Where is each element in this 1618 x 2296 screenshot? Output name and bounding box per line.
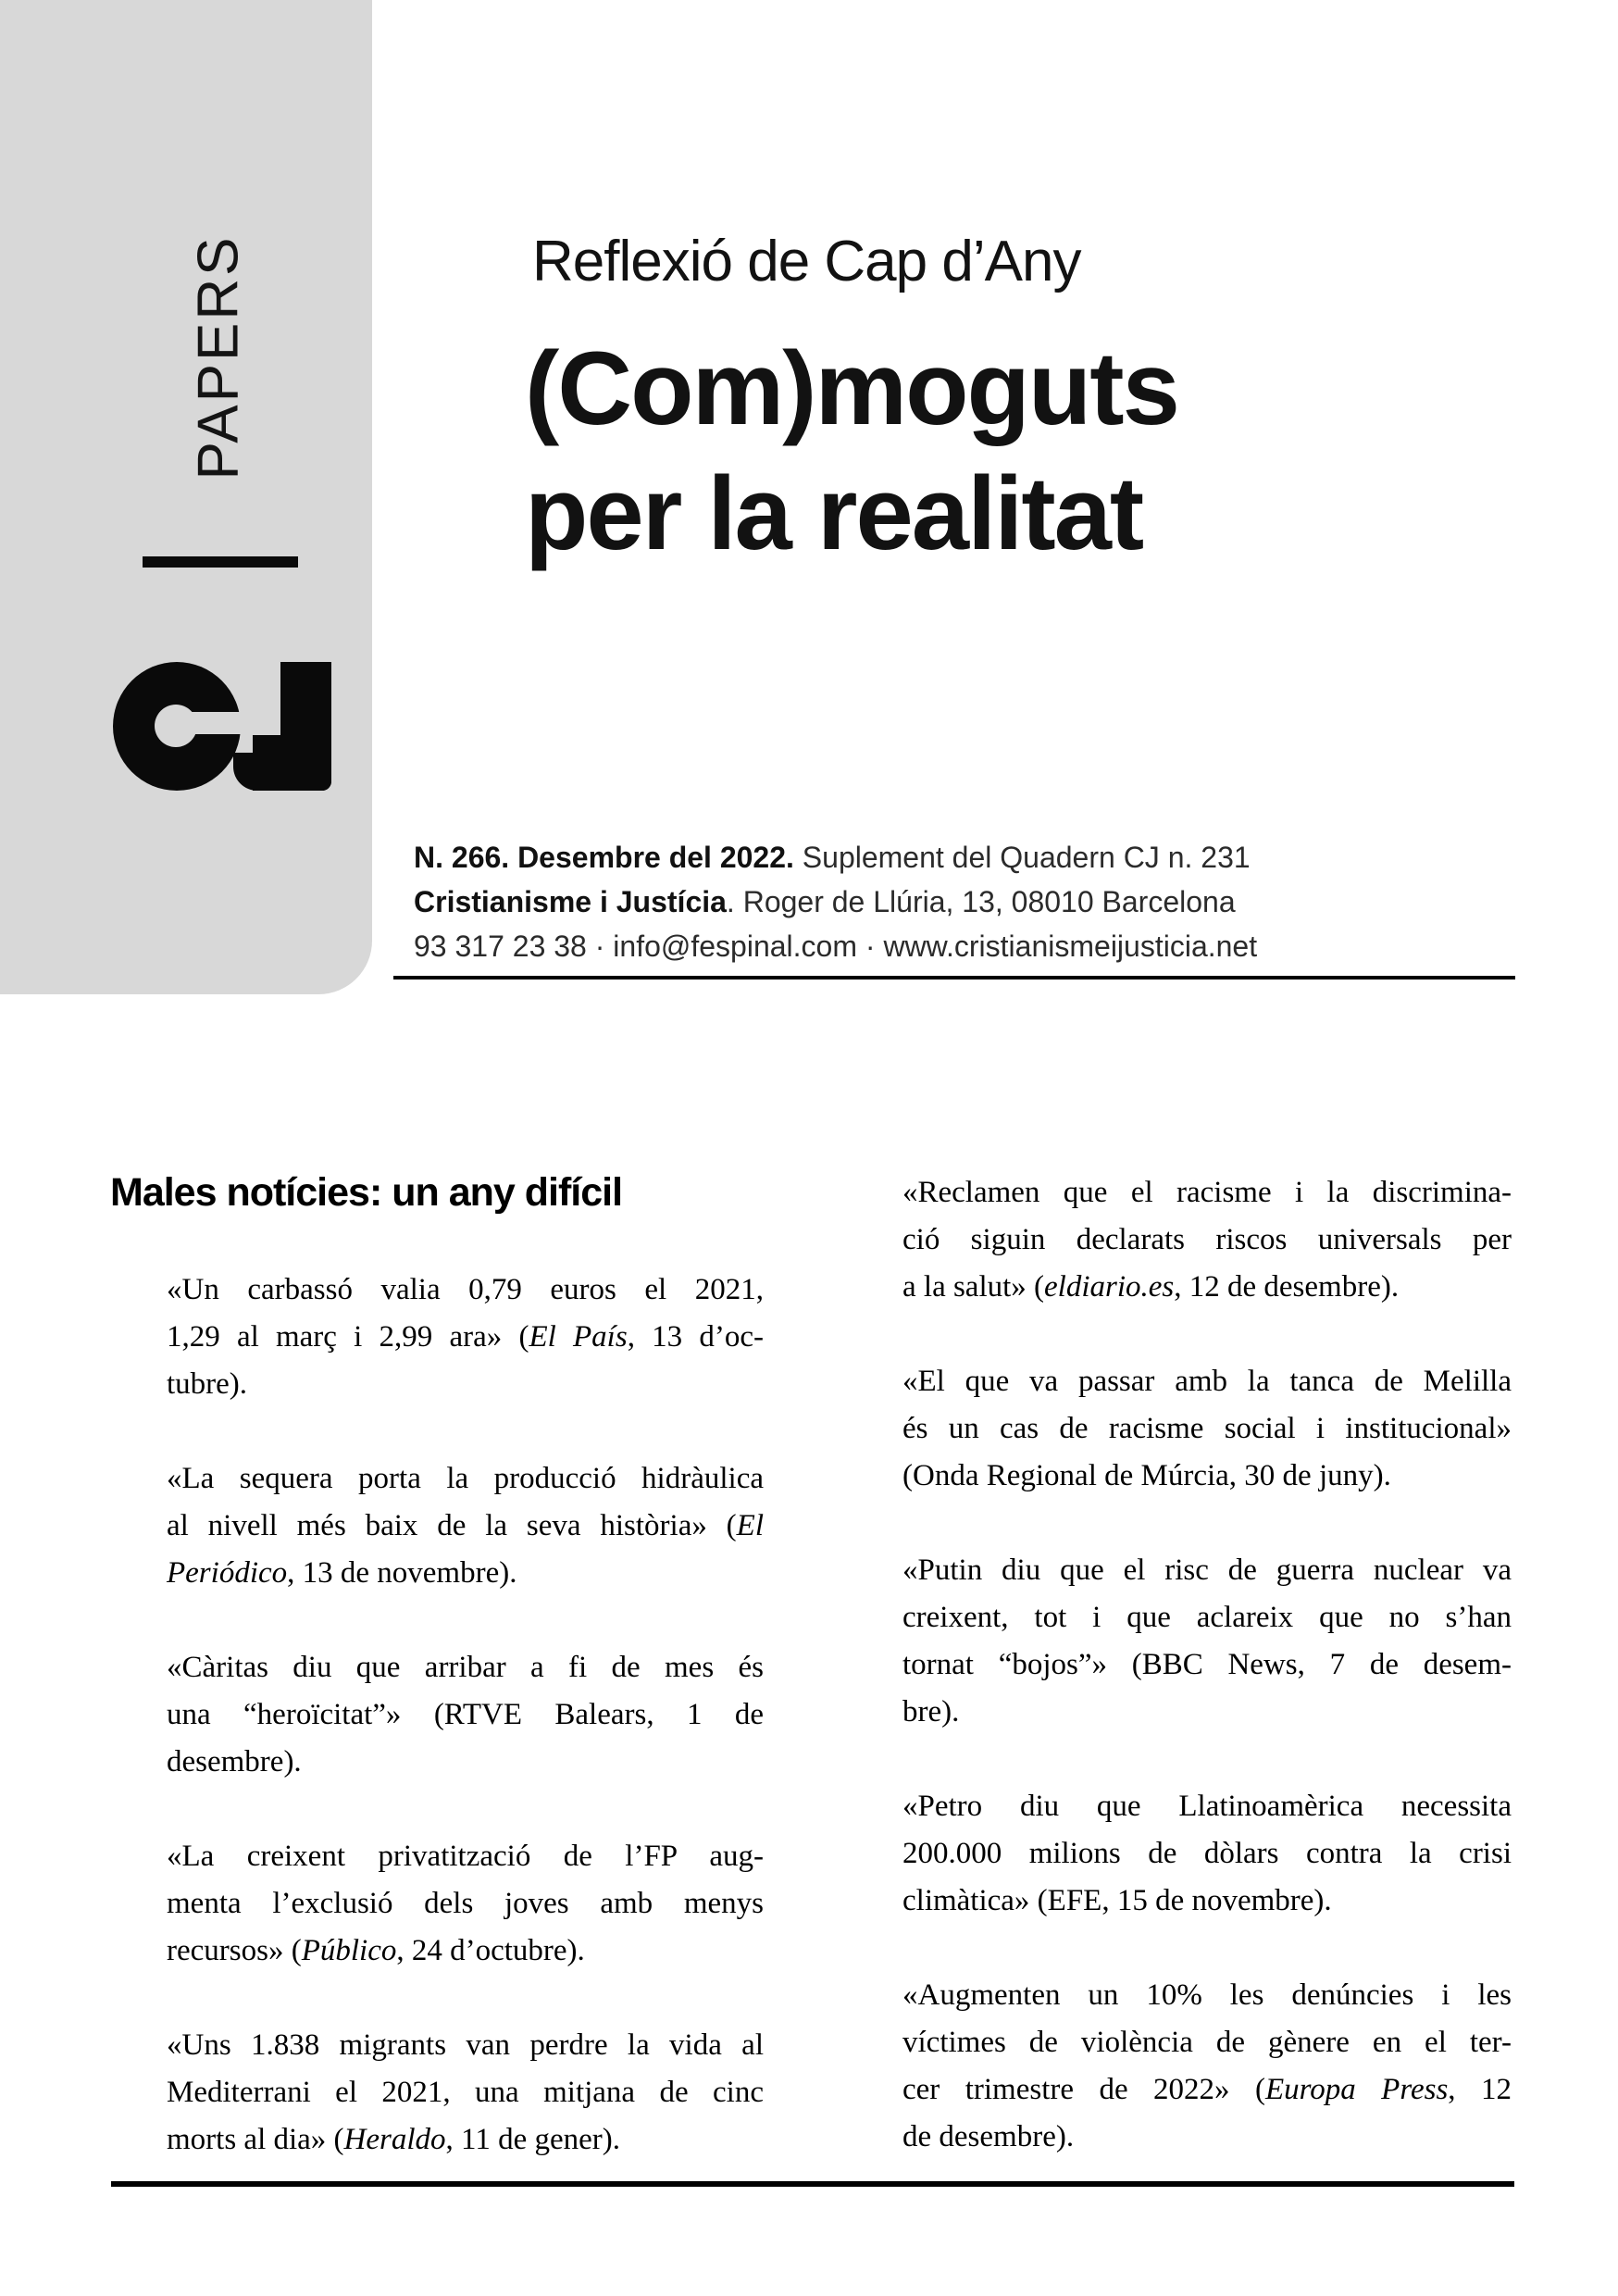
text-line: Periódico, 13 de novembre). [167,1556,517,1590]
text-line: «Uns 1.838 migrants van perdre la vida al [167,2028,764,2062]
text-line: morts al dia» (Heraldo, 11 de gener). [167,2123,620,2156]
column-left [110,1168,764,2164]
left-paragraphs [110,1267,764,2164]
masthead-issue-line [414,835,1257,880]
cj-logo [113,662,331,791]
text-line: creixent, tot i que aclareix que no s’han [902,1601,1512,1634]
quote-paragraph [167,1833,764,1975]
cj-logo-j-hook [233,753,331,791]
text-line: Mediterrani el 2021, una mitjana de cinc [167,2076,764,2109]
issue-number: N. 266. Desembre del 2022. [414,841,794,874]
text-line: «Un carbassó valia 0,79 euros el 2021, [167,1273,764,1306]
publisher-name: Cristianisme i Justícia [414,885,727,918]
text-line: climàtica» (EFE, 15 de novembre). [902,1884,1332,1917]
text-line: desembre). [167,1745,302,1778]
text-line: ció siguin declarats riscos universals per [902,1223,1512,1256]
text-line: tubre). [167,1367,248,1401]
text-line: «Reclamen que el racisme i la discrimina- [902,1176,1512,1209]
text-line: és un cas de racisme social i institucional» [902,1412,1512,1445]
text-line: «El que va passar amb la tanca de Melilla [902,1365,1512,1398]
cj-logo-c-slot [176,712,280,734]
text-line: bre). [902,1695,960,1728]
banner-divider-bar [143,556,298,568]
text-line: «Putin diu que el risc de guerra nuclear va [902,1554,1512,1587]
quote-paragraph [902,1783,1512,1925]
page-title [525,326,1178,576]
text-line: a la salut» (eldiario.es, 12 de desembre). [902,1270,1400,1304]
column-right [902,1169,1512,2161]
text-line: «Augmenten un 10% les denúncies i les [902,1978,1512,2012]
header-rule [393,976,1515,980]
quote-paragraph [167,1267,764,1408]
issue-supplement: Suplement del Quadern CJ n. 231 [793,841,1251,874]
text-line: recursos» (Público, 24 d’octubre). [167,1934,585,1967]
quote-paragraph [902,1972,1512,2161]
text-line: al nivell més baix de la seva història» (El [167,1509,764,1542]
right-paragraphs [902,1169,1512,2161]
publisher-address: . Roger de Llúria, 13, 08010 Barcelona [726,885,1236,918]
text-line: 1,29 al març i 2,99 ara» (El País, 13 d’oc- [167,1320,764,1354]
text-line: tornat “bojos”» (BBC News, 7 de desem- [902,1648,1512,1681]
quote-paragraph [167,1644,764,1786]
text-line: «Càritas diu que arribar a fi de mes és [167,1651,764,1684]
text-line: 200.000 milions de dòlars contra la crisi [902,1837,1512,1870]
masthead-contact-line: 93 317 23 38 · info@fespinal.com · www.cristianismeijusticia.net [414,930,1258,963]
page-title-line1: (Com)moguts [525,331,1178,446]
text-line: cer trimestre de 2022» (Europa Press, 12 [902,2073,1512,2106]
text-line: de desembre). [902,2120,1075,2153]
quote-paragraph [902,1358,1512,1500]
footer-rule [111,2181,1514,2187]
masthead-publisher-line [414,880,1257,924]
text-line: «La creixent privatització de l’FP aug- [167,1840,764,1873]
quote-paragraph [167,1455,764,1597]
text-line: (Onda Regional de Múrcia, 30 de juny). [902,1459,1391,1492]
title-kicker: Reflexió de Cap d’Any [532,230,1081,293]
text-line: víctimes de violència de gènere en el ter- [902,2026,1512,2059]
quote-paragraph [902,1547,1512,1736]
text-line: menta l’exclusió dels joves amb menys [167,1887,764,1920]
quote-paragraph [902,1169,1512,1311]
text-line: una “heroïcitat”» (RTVE Balears, 1 de [167,1698,764,1731]
text-line: «La sequera porta la producció hidràulica [167,1462,764,1495]
text-line: «Petro diu que Llatinoamèrica necessita [902,1790,1512,1823]
section-heading: Males notícies: un any difícil [110,1170,623,1215]
quote-paragraph [167,2022,764,2164]
papers-vertical-label: PAPERS [186,234,251,480]
page-title-line2: per la realitat [525,455,1143,571]
papers-banner [0,0,372,994]
masthead [414,835,1257,968]
